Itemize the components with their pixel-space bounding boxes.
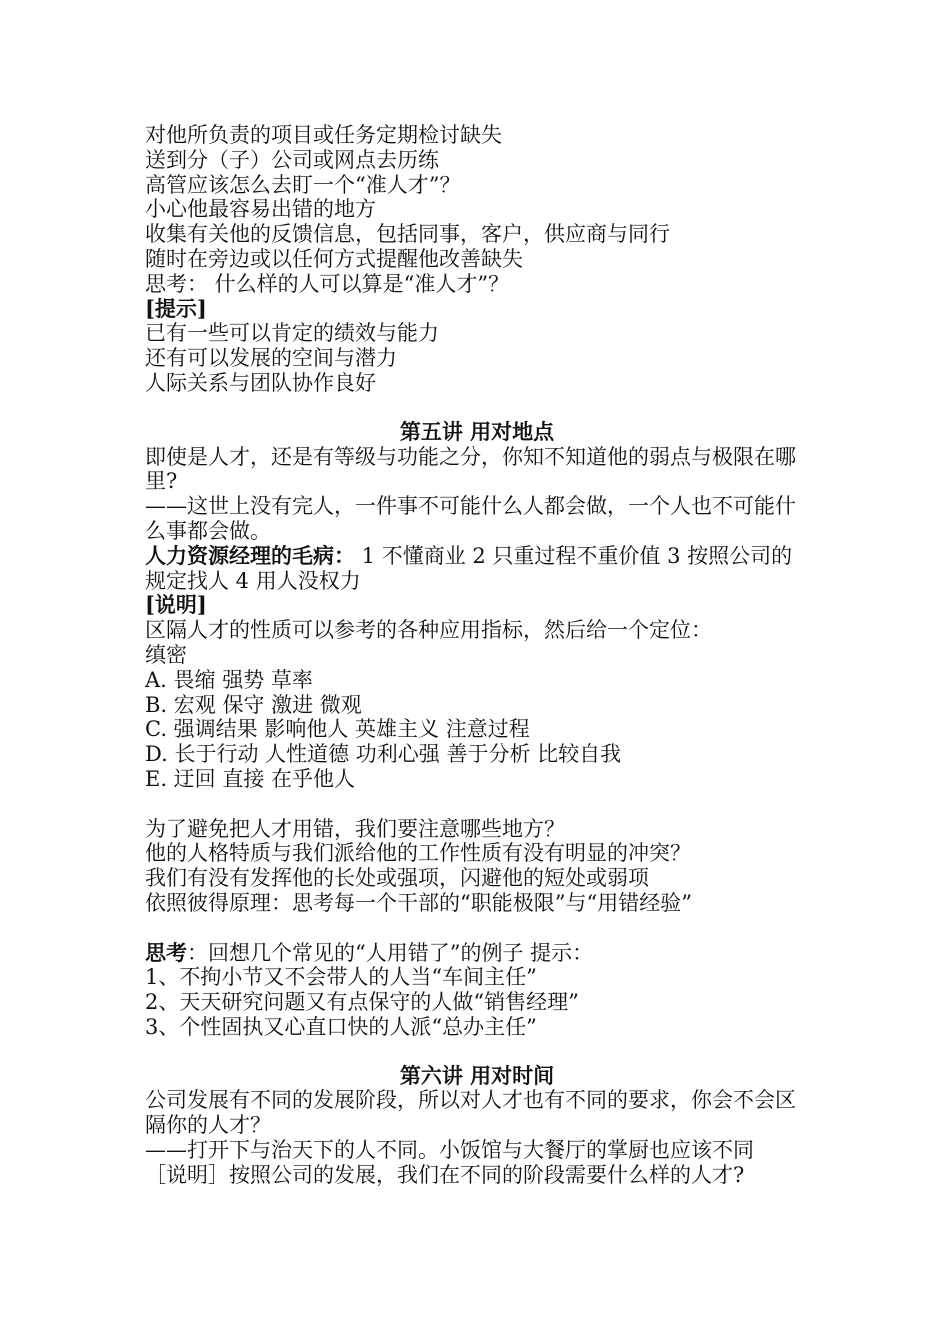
text-line: 送到分（子）公司或网点去历练 [145,147,439,172]
hint-line: 还有可以发展的空间与潜力 [145,346,397,371]
explain-word: 缜密 [145,642,187,667]
example-line: 2、天天研究问题又有点保守的人做“销售经理” [145,990,579,1015]
section-6-title: 第六讲 用对时间 [399,1062,555,1088]
section-5-intro: 即使是人才，还是有等级与功能之分，你知不知道他的弱点与极限在哪里? [145,444,796,494]
explain-label: [说明] [145,592,207,618]
option-a: A. 畏缩 强势 草率 [145,667,313,692]
example-line: 1、不拘小节又不会带人的人当“车间主任” [145,965,537,990]
text-line: 高管应该怎么去盯一个“准人才”？ [145,172,461,197]
section-6-intro: 公司发展有不同的发展阶段，所以对人才也有不同的要求，你会不会区隔你的人才？ [145,1088,796,1138]
blank-line [145,916,809,941]
avoid-line: 他的人格特质与我们派给他的工作性质有没有明显的冲突？ [145,841,691,866]
avoid-line: 我们有没有发挥他的长处或强项，闪避他的短处或弱项 [145,866,649,891]
explain-text: 区隔人才的性质可以参考的各种应用指标，然后给一个定位： [145,618,712,643]
option-b: B. 宏观 保守 激进 微观 [145,692,362,717]
text-line: 小心他最容易出错的地方 [145,197,376,222]
hr-text: 1 不懂商业 2 只重过程不重价值 3 按照公司的规定找人 4 用人没权力 [145,543,793,593]
text-line: 收集有关他的反馈信息，包括同事，客户，供应商与同行 [145,222,670,247]
hint-line: 人际关系与团队协作良好 [145,370,376,395]
hr-manager-issues [145,544,809,594]
hint-line: 已有一些可以肯定的绩效与能力 [145,321,439,346]
text-line: 随时在旁边或以任何方式提醒他改善缺失 [145,246,523,271]
avoid-line: 依照彼得原理：思考每一个干部的“职能极限”与“用错经验” [145,890,692,915]
think-line [145,941,809,966]
example-line: 3、个性固执又心直口快的人派“总办主任” [145,1014,537,1039]
section-6-explain: ［说明］按照公司的发展，我们在不同的阶段需要什么样的人才? [145,1162,745,1187]
think-text: ：回想几个常见的“人用错了”的例子 提示： [187,940,594,965]
avoid-line: 为了避免把人才用错，我们要注意哪些地方？ [145,816,565,841]
document-body [145,123,809,1188]
section-5-note: ——这世上没有完人，一件事不可能什么人都会做，一个人也不可能什么事都会做。 [145,494,796,543]
option-c: C. 强调结果 影响他人 英雄主义 注意过程 [145,717,530,742]
text-line: 思考： 什么样的人可以算是“准人才”？ [145,271,510,296]
section-6-note: ——打开下与治天下的人不同。小饭馆与大餐厅的掌厨也应该不同 [145,1138,754,1163]
hint-label: [提示] [145,295,207,321]
option-d: D. 长于行动 人性道德 功利心强 善于分析 比较自我 [145,742,622,767]
blank-line [145,792,809,817]
think-label: 思考 [145,939,187,965]
text-line: 对他所负责的项目或任务定期检讨缺失 [145,123,502,147]
hr-label: 人力资源经理的毛病： [145,542,355,568]
section-5-title: 第五讲 用对地点 [399,418,555,444]
option-e: E. 迂回 直接 在乎他人 [145,766,356,791]
